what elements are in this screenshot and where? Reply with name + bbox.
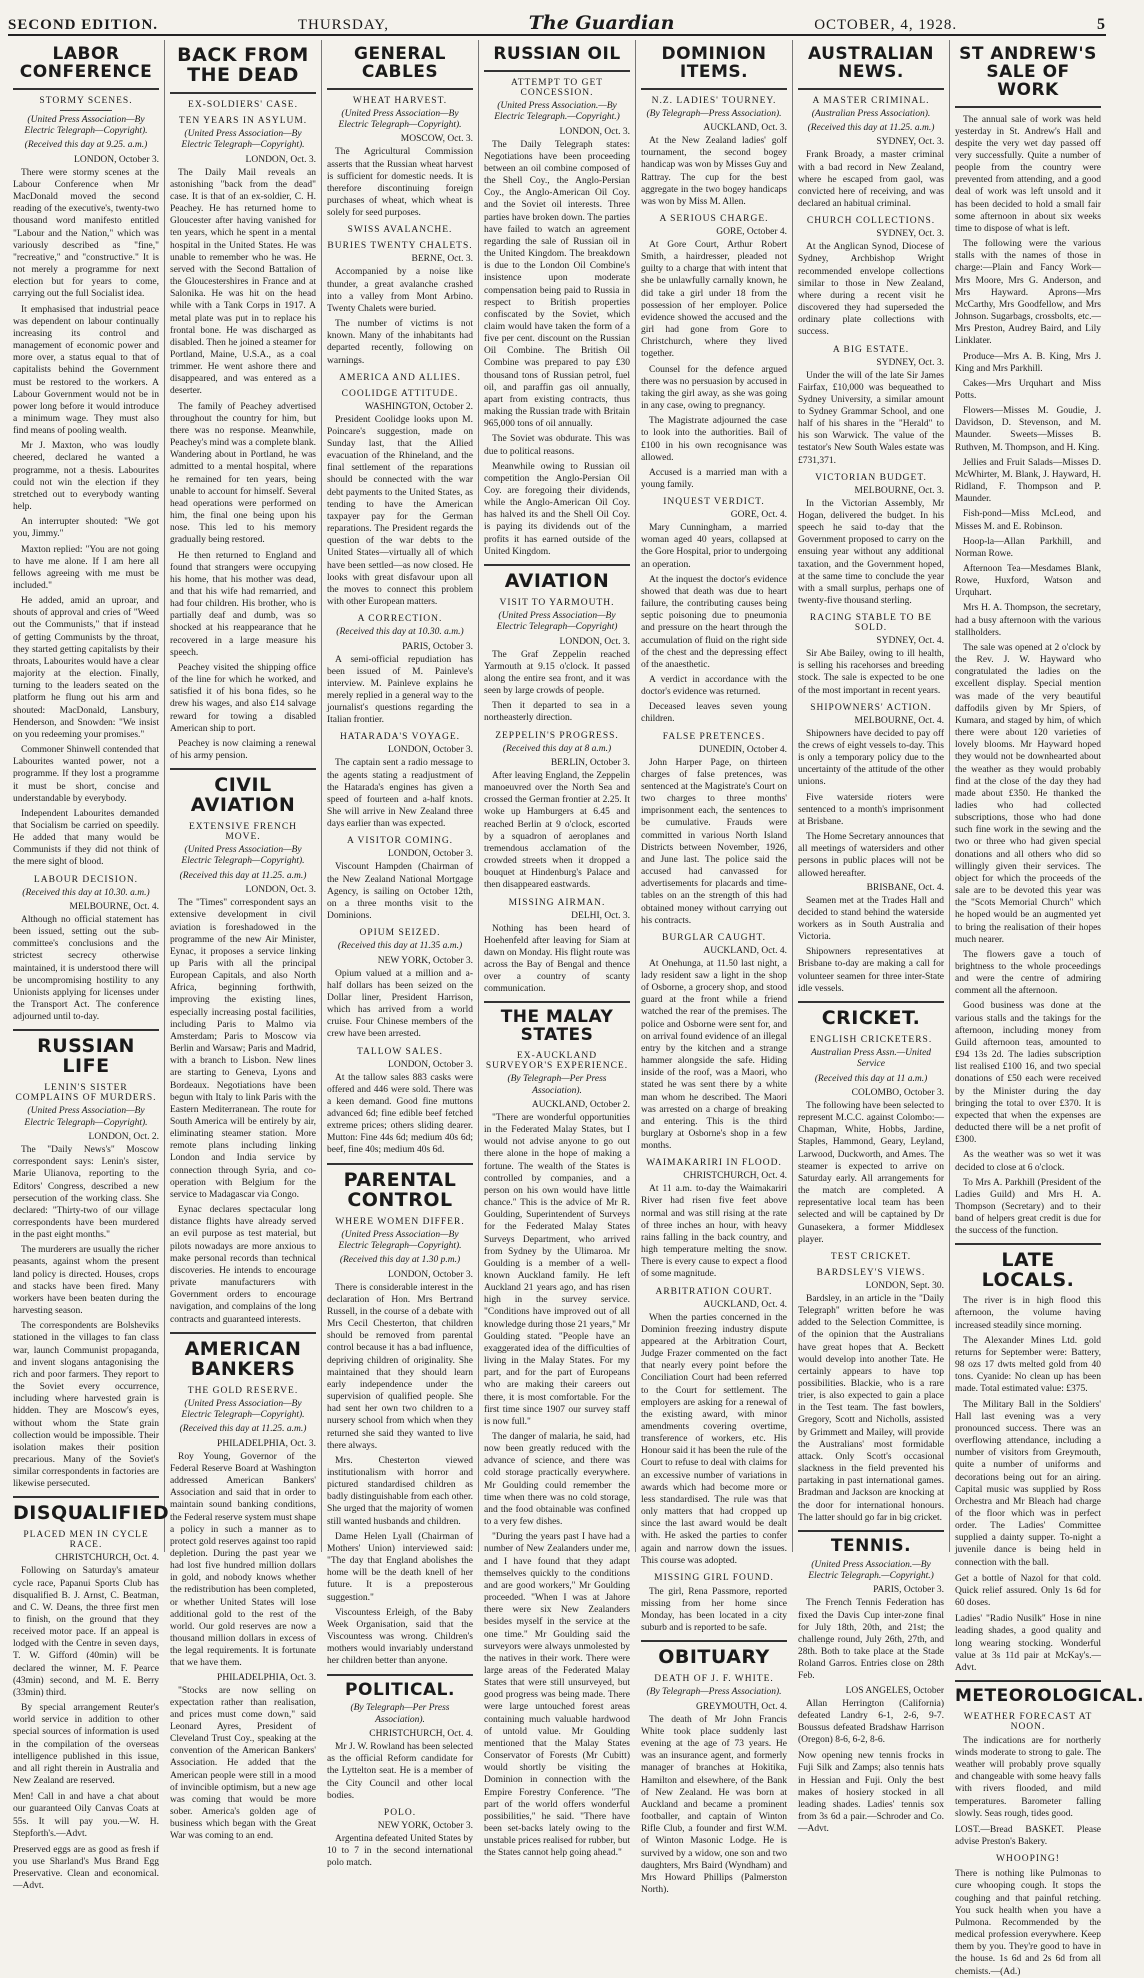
- paragraph: Roy Young, Governor of the Federal Reserve Board at Washington addressed American Bankers' Association and said that in order to maintain sound banking conditions, the Federal reserve system must shape a policy in such a manner as to protect gold reserves against too rapid depletion. During the past year we had lost five hundred million dollars in gold, and nobody knows whether the redistribution has been completed, or whether United States will lose additional gold to the rest of the world. Our gold reserves are now a thousand million dollars in excess of the legal requirements. It is fortunate that we have them.: [170, 1451, 316, 1669]
- paragraph: Under the will of the late Sir James Fairfax, £10,000 was bequeathed to Sydney University, a similar amount to Sydney Grammar School, and one half of his shares in the "Herald" to his son Warwick. The value of the testator's New South Wales estate was £731,371.: [798, 370, 944, 466]
- dateline: SYDNEY, Oct. 3.: [876, 137, 944, 148]
- subheading: BURIES TWENTY CHALETS.: [327, 241, 473, 252]
- column-5: [636, 40, 793, 1895]
- edition-label: SECOND EDITION.: [8, 17, 159, 33]
- credit-line: (United Press Association—By Electric Telegraph—Copyright).: [338, 1229, 462, 1251]
- subheading: N.Z. LADIES' TOURNEY.: [651, 95, 777, 106]
- dateline: MELBOURNE, Oct. 4.: [69, 902, 159, 912]
- paragraph: The family of Peachey advertised throughout the country for him, but there was no response. Meanwhile, Peachey's mind was a complete blank. Wandering about in Portland, he was admitted to a mental hospital, where he remained for ten years, being unable to account for himself. Several head operations were performed on him, the final one being upon his nose. This led to his memory gradually being restored.: [170, 401, 316, 546]
- advertisement: Now opening new tennis frocks in Fuji Silk and Zamps; also tennis hats in Hessian and Fuji. Only the best makes of hosiery stocked in all leading shades. Ladies' tennis sox from 3s 6d a pair.—Schroder and Co.—Advt.: [798, 1751, 944, 1835]
- dateline: LONDON, October 3.: [388, 849, 473, 860]
- credit-line: (United Press Association—By Electric Telegraph—Copyright).: [338, 108, 462, 131]
- dateline: MOSCOW, Oct. 3.: [400, 134, 473, 145]
- paragraph: When the parties concerned in the Dominion freezing industry dispute appeared at the Arbitration Court, Judge Frazer commented on the fact that nearly every point before the Conciliation Court had been referred to the Court for settlement. The employers are asking for a renewal of the existing award, with minor amendments covering overtime, transference of workers, etc. His Honour said it has been the rule of the Court to refuse to deal with claims for an excessive number of variations in awards which had become more or less standardised. The rule was that only matters that had cropped up since the last award would be dealt with. He asked the parties to confer again and narrow down the issues. This course was adopted.: [641, 1312, 787, 1566]
- paragraph: Sir Abe Bailey, owing to ill health, is selling his racehorses and breeding stock. The sale is expected to be one of the most important in recent years.: [798, 649, 944, 696]
- paragraph: Following on Saturday's amateur cycle race, Papanui Sports Club has disqualified B. J. Arnst, C. Beatman, and C. W. Deans, the three first men to finish, on the ground that they received motor pace. If an appeal is lodged with the Centre in seven days, T. W. Gifford (40min) will be declared the winner, M. F. Pearce (43min) second, and M. E. Berry (33min) third.: [13, 1566, 159, 1698]
- dateline: BRISBANE, Oct. 4.: [866, 882, 944, 893]
- received-line: (Received this day at 10.30. a.m.): [336, 627, 464, 638]
- dateline: DUNEDIN, October 4.: [698, 744, 787, 755]
- subheading: LABOUR DECISION.: [33, 874, 139, 885]
- masthead: [8, 6, 1106, 36]
- dateline: GORE, Oct. 4.: [730, 510, 787, 521]
- credit-line: (United Press Association.—By Electric Telegraph.—Copyright.): [808, 1559, 934, 1582]
- headline: CIVIL AVIATION: [190, 774, 296, 817]
- column-3: [322, 40, 479, 1869]
- paragraph: The murderers are usually the richer peasants, against whom the present land policy is directed. Houses, crops and stacks have been fired. Many workers have been beaten during the harvesting season.: [13, 1245, 159, 1317]
- paragraph: The "Daily News's" Moscow correspondent says: Lenin's sister, Marie Ulianova, reporting to the Editors' Congress, described a new persecution of the working class. She declared: "Thirty-two of our village correspondents have been murdered in the past eight months.": [13, 1145, 159, 1241]
- credit-line: (United Press Association—By Electric Telegraph—Copyright).: [24, 1106, 148, 1128]
- paragraph: Fish-pond—Miss McLeod, and Misses M. and E. Robinson.: [955, 509, 1101, 532]
- paragraph: Five waterside rioters were sentenced to a month's imprisonment at Brisbane.: [798, 792, 944, 827]
- paragraph: He then returned to England and found that strangers were occupying his home, that his mother was dead, and that his wife had remarried, and had four children. His brother, who is partially deaf and dumb, was so shocked at his reappearance that he recovered in a large measure his speech.: [170, 550, 316, 658]
- received-line: (Received this day at 11.35 a.m.): [337, 941, 463, 952]
- date-label: OCTOBER, 4, 1928.: [814, 17, 958, 33]
- paragraph: Viscount Hampden (Chairman of the New Zealand National Mortgage Agency, is sailing on October 12th, on a three months visit to the Dominions.: [327, 862, 473, 922]
- paragraph: The sale was opened at 2 o'clock by the Rev. J. W. Hayward who congratulated the ladies on the excellent display. Special mention was made of the very beautiful daffodils given by Mr Spiers, of Kumara, and staged by him, of which there were about 120 varieties of lovely blooms. Mr Hayward hoped they would not be downhearted about the weather as they would probably find at the close of the day they had made about £350. He thanked the ladies who had collected subscriptions, those who had done such fine work in the sewing and the two or three who had given special donations and all others who did so willingly given their services. The object for which the proceeds of the sale are to be devoted this year was the "Scots Memorial Church" which he hoped would be an augmented yet to bring the realisation of their hopes much nearer.: [955, 642, 1101, 945]
- subheading: TALLOW SALES.: [357, 1046, 443, 1057]
- subheading: COOLIDGE ATTITUDE.: [341, 388, 459, 399]
- subheading: WAIMAKARIRI IN FLOOD.: [646, 1158, 782, 1169]
- dateline: CHRISTCHURCH, Oct. 4.: [369, 1729, 473, 1740]
- paragraph: The "Times" correspondent says an extensive development in civil aviation is foreshadowed in the programme of the new Air Minister, Eynac, it proposes a service linking up Paris with all the principal European Capitals, and also North Africa, beginning forthwith, improving the existing lines, especially increasing postal facilities, including Paris to Malmo via Amsterdam; Paris to Moscow via Berlin and Warsaw; Paris and Madrid, with a branch to Lisbon. New lines are starting to Geneva, Lyons and Bordeaux. Negotiations have been begun with Italy to link Paris with the Eastern Mediterranean. The route for South America will be entirely by air, eliminating steamer station. More remote plans including linking London and India service by connection through Syria, and co-operation with Belgium for the service to Madagascar via Congo.: [170, 898, 316, 1200]
- paragraph: The Soviet was obdurate. This was due to political reasons.: [484, 434, 630, 457]
- paragraph: The number of victims is not known. Many of the inhabitants had departed recently, following on warnings.: [327, 319, 473, 366]
- subheading: EX-SOLDIERS' CASE.: [188, 99, 298, 110]
- dateline: BERNE, Oct. 3.: [411, 254, 473, 265]
- paragraph: Viscountess Erleigh, of the Baby Week Organisation, said that the Viscountess was wrong. Children's mothers would invariably understand her children better than anyone.: [327, 1607, 473, 1667]
- paragraph: The indications are for northerly winds moderate to strong to gale. The weather will probably prove squally and changeable with some heavy falls with rivers flooded, and mild temperatures. Barometer falling slowly. Seas rough, tides good.: [955, 1735, 1101, 1819]
- paragraph: The death of Mr John Francis White took place suddenly last evening at the age of 73 years. He was an insurance agent, and formerly manager of branches at Hokitika, Hamilton and elsewhere, of the Bank of New Zealand. He was born at Auckland and became a prominent footballer, and captain of Winton Rifle Club, a founder and first W.M. of Winton Masonic Lodge. He is survived by a widow, one son and two daughters, Mrs Baird (Wyndham) and Mrs Howard Phillips (Palmerston North).: [641, 1714, 787, 1895]
- dateline: COLOMBO, October 3.: [851, 1088, 944, 1099]
- advertisement: Get a bottle of Nazol for that cold. Quick relief assured. Only 1s 6d for 60 doses.: [955, 1573, 1101, 1609]
- credit-line: (United Press Association—By Electric Telegraph—Copyright).: [181, 1398, 305, 1420]
- paragraph: The Alexander Mines Ltd. gold returns for September were: Battery, 98 ozs 17 dwts melted gold from 40 tons. Cyanide: No clean up has been made. Total estimated value: £375.: [955, 1335, 1101, 1395]
- paragraph: Peachey is now claiming a renewal of his army pension.: [170, 738, 316, 761]
- paragraph: The Military Ball in the Soldiers' Hall last evening was a very pronounced success. There was an overflowing attendance, including a number of visitors from Greymouth, quite a number of uniforms and decorations being out for an airing. Capital music was supplied by Ross Orchestra and Mr Bleach had charge of the floor which was in perfect order. The Ladies' Committee supplied a dainty supper. To-night a juvenile dance is being held in connection with the ball.: [955, 1399, 1101, 1568]
- paragraph: As the weather was so wet it was decided to close at 6 o'clock.: [955, 1150, 1101, 1173]
- paragraph: Meanwhile owing to Russian oil competition the Anglo-Persian Oil Coy. are foregoing their dividends, while the Anglo-American Oil Coy. has halved its and the Shell Oil Coy. is paying its dividends out of the profits it has earned outside of the United Kingdom.: [484, 461, 630, 557]
- credit-line: (United Press Association—By Electric Telegraph—Copyright).: [24, 114, 148, 137]
- paragraph: Although no official statement has been issued, setting out the sub-committee's conclusions and the strictest secrecy otherwise maintained, it is understood there will be uncompromising hostility to any Unionists applying for licenses under the Transport Act. The conference adjourned until to-day.: [13, 915, 159, 1023]
- paragraph: A verdict in accordance with the doctor's evidence was returned.: [641, 675, 787, 698]
- headline: AMERICAN BANKERS: [184, 1337, 302, 1380]
- paragraph: The Daily Telegraph states: Negotiations have been proceeding between an oil combine composed of the Shell Coy., the Anglo-Persian Coy., the Anglo-American Oil Coy. and the Soviet oil interests. Three parties have broken down. The parties have failed to watch an agreement regarding the sale of Russian oil in the United Kingdom. The breakdown is due to the London Oil Combine's insistence upon moderate compensation being paid to Russia in respect to British properties confiscated by the Soviet, which claim would have taken the form of a five per cent. discount on the Russian Oil Combine. The British Oil Combine was prepared to pay £30 thousand tons of Russian petrol, fuel oil, and paraffin gas oil annually, apart from existing contracts, thus making the Russian trade with Britain 965,000 tons of oil annually.: [484, 139, 630, 430]
- headline: AUSTRALIAN NEWS.: [807, 44, 935, 82]
- paragraph: By special arrangement Reuter's world service in addition to other special sources of information is used in the compilation of the overseas intelligence published in this issue, and all right therein in Australia and New Zealand are reserved.: [13, 1703, 159, 1787]
- advertisement: Men! Call in and have a chat about our guaranteed Oily Canvas Coats at 55s. It will pay you.—W. H. Stepforth's.—Advt.: [13, 1792, 159, 1839]
- advertisement: LOST.—Bread BASKET. Please advise Preston's Bakery.: [955, 1824, 1101, 1848]
- paragraph: The river is in high flood this afternoon, the volume having increased steadily since morning.: [955, 1296, 1101, 1331]
- paragraph: He added, amid an uproar, and shouts of approval and cries of "Weed out the Communists," that if instead of getting Communists by the throat, they started getting capitalists by their throats, Labourites would have a clear majority at the election. Finally, turning to the leaders seated on the platform he flung out his arm and shouted: MacDonald, Lansbury, Henderson, and Snowden: "We insist on you redeeming your promises.": [13, 596, 159, 740]
- credit-line: Australian Press Assn.—United Service: [810, 1047, 932, 1070]
- paragraph: Deceased leaves seven young children.: [641, 702, 787, 725]
- subheading: A SERIOUS CHARGE.: [659, 214, 769, 225]
- paragraph: The following were the various stalls with the names of those in charge:—Plain and Fancy Work—Mrs Moore, Mrs G. Anderson, and Mrs Hayward. Aprons—Mrs McCarthy, Mrs Goodfellow, and Mrs Johnson. Sugarbags, crossbolts, etc.—Mrs Preston, Audrey Baird, and Lily Linklater.: [955, 239, 1101, 347]
- advertisement: Ladies' "Radio Nusilk" Hose in nine leading shades, a good quality and long wearing stocking. Wonderful value at 3s 11d pair at McKay's.—Advt.: [955, 1614, 1101, 1673]
- dateline: DELHI, Oct. 3.: [571, 910, 630, 921]
- paragraph: The correspondents are Bolsheviks stationed in the villages to fan class war, launch Communist propaganda, and invent slogans antagonising the rich and poor farmers. They report to the Soviet every occurrence, including where harvested grain is hidden. They are Moscow's eyes, without whom the State grain collection would be impossible. Their isolation makes their position precarious. Many of the Soviet's similar correspondents in factories are likewise persecuted.: [13, 1321, 159, 1490]
- paragraph: A semi-official repudiation has been issued of M. Painleve's interview. M. Painleve explains he merely replied in a general way to the journalist's questions regarding the Italian frontier.: [327, 654, 473, 726]
- subheading: VISIT TO YARMOUTH.: [499, 597, 615, 608]
- dateline: PARIS, October 3.: [873, 1585, 944, 1596]
- paragraph: Bardsley, in an article in the "Daily Telegraph" written before he was added to the Selection Committee, is of the opinion that the Australians have great hopes that A. Beckett would develop into another Tate. He certainly appears to have top possibilities. Blackie, who is a rare trier, is also expected to gain a place in the Test team. The fast bowlers, Gregory, Scott and Nicholls, assisted by Grimmett and Mailey, will provide the Australians' most formidable attack. Only Scott's occasional slackness in the field prevented his partaking in past international games. Bradman and Jackson are knocking at the door for international honours. The latter should go far in big cricket.: [798, 1293, 944, 1523]
- headline: OBITUARY: [658, 1646, 770, 1669]
- credit-line: (United Press Association—By Electric Telegraph—Copyright).: [181, 128, 305, 151]
- subheading: A MASTER CRIMINAL.: [812, 95, 930, 106]
- paragraph: At the inquest the doctor's evidence showed that death was due to heart failure, the contributing causes being septic poisoning due to pneumonia and pressure on the heart through the accumulation of fluid on the right side of the chest and the depressing effect of the anaesthetic.: [641, 574, 787, 670]
- dateline: SYDNEY, Oct. 4.: [876, 636, 944, 647]
- paragraph: Shipowners have decided to pay off the crews of eight vessels to-day. This is only a temporary policy due to the uncertainty of the attitude of the other unions.: [798, 728, 944, 788]
- credit-line: (United Press Association.—By Electric Telegraph.—Copyright.): [494, 100, 620, 123]
- dateline: WASHINGTON, October 2.: [364, 401, 473, 412]
- dateline: PARIS, October 3.: [402, 641, 473, 652]
- received-line: (Received this day at 11.25. a.m.): [179, 870, 307, 881]
- dateline: LOS ANGELES, October: [845, 1685, 944, 1696]
- received-line: (Received this day at 10.30. a.m.): [22, 887, 150, 898]
- paper-title: The Guardian: [528, 12, 675, 34]
- received-line: (Received this day at 9.25. a.m.): [24, 140, 148, 151]
- subheading: ARBITRATION COURT.: [655, 1286, 773, 1297]
- received-line: (Received this day at 11.25. a.m.): [807, 123, 935, 134]
- paragraph: Nothing has been heard of Hoehenfeld after leaving for Siam at dawn on Monday. His flight route was across the Bay of Bengal and thence over a country of scanty communication.: [484, 923, 630, 995]
- column-2: [165, 40, 322, 1842]
- paragraph: Maxton replied: "You are not going to have me alone. If I am here all fellows agreeing with me must be included.": [13, 544, 159, 592]
- paragraph: "There are wonderful opportunities in the Federated Malay States, but I would not advise anyone to go out there alone in the hope of making a fortune. The wealth of the States is controlled by companies, and a person on his own would have little chance." This is the advice of Mr R. Goulding, Superintendent of Surveys for the Federated Malay States Surveys Department, who arrived from Sydney by the Ulimaroa. Mr Goulding is a member of a well-known Auckland family. He left Auckland 21 years ago, and has risen high in the survey service. "Conditions have improved out of all knowledge during those 21 years," Mr Goulding stated. "People have an exaggerated idea of the difficulties of living in the Malay States. For my part, and for the part of Europeans who are making their careers out there, it is most comfortable. For the first time since 1907 our survey staff is now full.": [484, 1112, 630, 1427]
- paragraph: John Harper Page, on thirteen charges of false pretences, was sentenced at the Magistrate's Court on two charges to three months' imprisonment each, the sentences to be cumulative. Frauds were committed in various North Island Districts between November, 1926, and June last. The police said the accused had canvassed for advertisements for placards and time-tables on an the strength of this had obtained money without carrying out his contracts.: [641, 757, 787, 926]
- paragraph: Dame Helen Lyall (Chairman of Mothers' Union) interviewed said: "The day that England abolishes the home will be the death knell of her future. It is a preposterous suggestion.": [327, 1531, 473, 1603]
- paragraph: Good business was done at the various stalls and the takings for the afternoon, including money from Guild afternoon teas, amounted to £94 13s 2d. The ladies subscription list realised £100 16, and two special donations of £50 each were received by the Minister during the day bringing the total to over £370. It is expected that when the expenses are deducted there will be a net profit of £300.: [955, 1001, 1101, 1146]
- subheading: ENGLISH CRICKETERS.: [809, 1034, 933, 1045]
- dateline: LONDON, October 3.: [388, 745, 473, 756]
- dateline: PHILADELPHIA, Oct. 3.: [217, 1438, 316, 1449]
- dateline: AUCKLAND, Oct. 4.: [703, 945, 787, 956]
- page-number: 5: [1096, 16, 1106, 33]
- subheading: INQUEST VERDICT.: [663, 497, 765, 508]
- paragraph: Mrs H. A. Thompson, the secretary, had a busy afternoon with the various stallholders.: [955, 603, 1101, 638]
- paragraph: Accused is a married man with a young family.: [641, 467, 787, 490]
- headline: BACK FROM THE DEAD: [177, 44, 309, 86]
- dateline: LONDON, Oct. 3.: [559, 636, 630, 647]
- subheading: A CORRECTION.: [357, 614, 443, 625]
- paragraph: Mrs. Chesterton viewed institutionalism with horror and pictured standardised children as badly distinguishable from each other. She urged that the majority of women still wanted husbands and children.: [327, 1455, 473, 1527]
- paragraph: At 11 a.m. to-day the Waimakariri River had risen five feet above normal and was still rising at the rate of three inches an hour, with heavy rains falling in the back country, and high temperature melting the snow. There is every cause to expect a flood of some magnitude.: [641, 1184, 787, 1280]
- paragraph: Afternoon Tea—Mesdames Blank, Rowe, Huxford, Watson and Urquhart.: [955, 564, 1101, 599]
- paragraph: There were stormy scenes at the Labour Conference when Mr MacDonald moved the second reading of the executive's, twenty-two thousand word manifesto entitled "Labour and the Nation," which was variously described as "fine," "recreative," and "constructive." It is not merely a programme for next election but for years to come, carrying out the full Socialist idea.: [13, 167, 159, 300]
- headline: RUSSIAN LIFE: [37, 1035, 135, 1078]
- subheading: A VISITOR COMING.: [346, 836, 454, 847]
- headline: LABOR CONFERENCE: [19, 44, 153, 82]
- subheading: AMERICA AND ALLIES.: [339, 372, 461, 383]
- dateline: AUCKLAND, October 2.: [531, 1099, 630, 1110]
- credit-line: (Australian Press Association).: [811, 108, 931, 119]
- paragraph: Argentina defeated United States by 10 to 7 in the second international polo match.: [327, 1833, 473, 1869]
- subheading: BURGLAR CAUGHT.: [661, 932, 767, 943]
- column-6: [793, 40, 950, 1835]
- subheading: OPIUM SEIZED.: [359, 928, 441, 939]
- subheading: MISSING GIRL FOUND.: [654, 1572, 774, 1583]
- paragraph: In the Victorian Assembly, Mr Hogan, delivered the budget. In his speech he said to-day that the Government proposed to carry on the ensuing year without any additional taxation, and the Government hoped, at the same time to conclude the year with a small surplus, perhaps one of twenty-five thousand sterling.: [798, 498, 944, 606]
- subheading: TEST CRICKET.: [830, 1251, 912, 1262]
- paragraph: Accompanied by a noise like thunder, a great avalanche crashed into a valley from Mont Arbino. Twenty Chalets were buried.: [327, 267, 473, 314]
- paragraph: At Onehunga, at 11.50 last night, a lady resident saw a light in the shop of Osborne, a grocery shop, and stood guard at the front while a friend watched the rear of the premises. The police and Osborne were sent for, and on arrival found evidence of an illegal entry by the kitchen and a strange hammer alongside the safe. Hiding inside of the roof, was a Maori, who stated he was sent there by a white man whom he described. The Maori was arrested on a charge of breaking and entering. This is the third burglary at Osborne's shop in a few months.: [641, 958, 787, 1152]
- dateline: AUCKLAND, Oct. 4.: [703, 1299, 787, 1310]
- paragraph: The Graf Zeppelin reached Yarmouth at 9.15 o'clock. It passed along the entire sea front, and it was seen by large crowds of people.: [484, 649, 630, 697]
- subheading: CHURCH COLLECTIONS.: [806, 216, 936, 227]
- dateline: LONDON, October 3.: [388, 1269, 473, 1280]
- dateline: GORE, October 4.: [716, 227, 787, 238]
- paragraph: Mr J. Maxton, who was loudly cheered, declared he wanted a programme, not a thesis. Labourites could not win the election if they stretched out to everybody wanting help.: [13, 441, 159, 513]
- subheading: BARDSLEY'S VIEWS.: [816, 1267, 926, 1278]
- paragraph: Shipowners representatives at Brisbane to-day are making a call for volunteer seamen for three inter-State idle vessels.: [798, 947, 944, 994]
- subheading: HATARADA'S VOYAGE.: [339, 732, 461, 743]
- paragraph: Mary Cunningham, a married woman aged 40 years, collapsed at the Gore Hospital, prior to undergoing an operation.: [641, 523, 787, 570]
- subheading: PLACED MEN IN CYCLE RACE.: [23, 1530, 149, 1551]
- headline: DISQUALIFIED: [13, 1502, 170, 1525]
- dateline: MELBOURNE, Oct. 3.: [854, 485, 944, 496]
- dateline: GREYMOUTH, Oct. 4.: [695, 1701, 787, 1712]
- dateline: LONDON, Oct. 3.: [245, 885, 316, 896]
- subheading: FALSE PRETENCES.: [662, 731, 766, 742]
- dateline: LONDON, Oct. 2.: [88, 1132, 159, 1143]
- paragraph: Then it departed to sea in a northeasterly direction.: [484, 701, 630, 724]
- paragraph: Eynac declares spectacular long distance flights have already served an evil purpose as test material, but pilots nowadays are more anxious to make personal records than technical discoveries. He intends to encourage private manufacturers with Government orders to encourage navigation, and complains of the long contracts and guaranteed interests.: [170, 1205, 316, 1325]
- headline: PARENTAL CONTROL: [343, 1168, 457, 1211]
- paragraph: "During the years past I have had a number of New Zealanders under me, and I have found that they adapt themselves quickly to the conditions and are good workers," Mr Goulding proceeded. "When I was at Jahore there were six New Zealanders besides myself in the service at the one time." Mr Goulding said the surveyors were always unmolested by the natives in their work. There were large areas of the Federated Malay States that were still unsurveyed, but good progress was being made. There were large untouched forest areas containing much valuable hardwood of untold value. Mr Goulding mentioned that the Malay States Conservator of Forests (Mr Cubitt) would shortly be visiting the Dominion in connection with the Empire Forestry Conference. "The part of the world offers wonderful possibilities," he said. "There have been set-backs lately owing to the unstable prices realised for rubber, but the States cannot help going ahead.": [484, 1532, 630, 1859]
- credit-line: (By Telegraph—Press Association).: [646, 108, 782, 119]
- paragraph: Seamen met at the Trades Hall and decided to stand behind the waterside workers as in South Australia and Victoria.: [798, 895, 944, 943]
- paragraph: The annual sale of work was held yesterday in St. Andrew's Hall and despite the very wet day passed off very successfully. Quite a number of people from the country were prevented from attending, and a good deal of work was left unsold and it has been decided to hold a small fair some afternoon in about six weeks time to dispose of what is left.: [955, 114, 1101, 234]
- column-1: [8, 40, 170, 1892]
- paragraph: "Stocks are now selling on expectation rather than realisation, and prices must come down," said Leonard Ayres, President of Cleveland Trust Coy., speaking at the convention of the American Bankers' Association. He added that the American people were still in a mood of invincible optimism, but a new age was coming that would be more sober. America's golden age of business which began with the Great War was coming to an end.: [170, 1685, 316, 1842]
- paragraph: Frank Broady, a master criminal with a bad record in New Zealand, where he escaped from gaol, was convicted here of receiving, and was declared an habitual criminal.: [798, 150, 944, 210]
- paragraph: Commoner Shinwell contended that Labourites wanted power, not a programme. If they lost a programme it must be short, concise and understandable by everybody.: [13, 745, 159, 804]
- dateline: PHILADELPHIA, Oct. 3.: [217, 1672, 316, 1683]
- subheading: SHIPOWNERS' ACTION.: [810, 702, 932, 713]
- paragraph: To Mrs A. Parkhill (President of the Ladies Guild) and Mrs H. A. Thompson (Secretary) and to their band of helpers great credit is due for the success of the function.: [955, 1177, 1101, 1237]
- paragraph: The French Tennis Federation has fixed the Davis Cup inter-zone final for July 18th, 20th, and 21st; the challenge round, July 26th, 27th, and 28th. Both to take place at the Stade Roland Garros. Entries close on 28th Feb.: [798, 1598, 944, 1682]
- credit-line: (United Press Association—By Electric Telegraph—Copyright): [496, 610, 618, 633]
- received-line: (Received this day at 1.30 p.m.): [339, 1255, 461, 1266]
- dateline: LONDON, October 3.: [388, 1059, 473, 1070]
- subheading: EX-AUCKLAND SURVEYOR'S EXPERIENCE.: [485, 1051, 629, 1072]
- day-label: THURSDAY,: [297, 17, 389, 33]
- subheading: VICTORIAN BUDGET.: [815, 472, 927, 483]
- dateline: CHRISTCHURCH, Oct. 4.: [683, 1171, 787, 1182]
- paragraph: The danger of malaria, he said, had now been greatly reduced with the advance of science, and there was cold storage practically everywhere. Mr Goulding could remember the time when there was no cold storage, and the food obtainable was confined to a very few dishes.: [484, 1432, 630, 1528]
- paragraph: At the Anglican Synod, Diocese of Sydney, Archbishop Wright recommended envelope collections similar to those in New Zealand, where during a recent visit he discovered they had superseded the ordinary plate collections with success.: [798, 242, 944, 338]
- paragraph: It emphasised that industrial peace was dependent on labour continually increasing its control and management of economic power and more over, a status equal to that of capitalists behind the Government must be restored to the workers. A Labour Government would not be in power long before it would introduce a minimum wage. They must also find means of pooling wealth.: [13, 304, 159, 437]
- column-7: [950, 40, 1144, 1977]
- subheading: WHERE WOMEN DIFFER.: [335, 1216, 465, 1227]
- subheading: ATTEMPT TO GET CONCESSION.: [510, 77, 604, 98]
- paragraph: Opium valued at a million and a-half dollars has been seized on the Dollar liner, President Harrison, which has arrived from a world cruise. Four Chinese members of the crew have been arrested.: [327, 968, 473, 1040]
- paragraph: There is considerable interest in the declaration of Hon. Mrs Bertrand Russell, in the course of a debate with Mrs Cecil Chesterton, that children should be removed from parental control because it has a bad influence, depriving children of originality. She maintained that they should learn early independence under the supervision of qualified people. She had sent her own two children to a nursery school from which when they returned she said they wanted to live there always.: [327, 1282, 473, 1451]
- dateline: LONDON, Oct. 3.: [245, 154, 316, 165]
- subheading: SWISS AVALANCHE.: [347, 225, 453, 236]
- subheading: RACING STABLE TO BE SOLD.: [809, 613, 933, 634]
- subheading: THE GOLD RESERVE.: [187, 1385, 299, 1396]
- paragraph: The flowers gave a touch of brightness to the whole proceedings and were the centre of admiring comment all the afternoon.: [955, 949, 1101, 997]
- credit-line: (By Telegraph—Press Association).: [646, 1687, 782, 1698]
- advertisement: There is nothing like Pulmonas to cure whooping cough. It stops the coughing and that painful retching. You suck health when you have a Pulmona. Recommended by the medical profession everywhere. Keep them by you. They're good to have in the house. 1s 6d and 2s 6d from all chemists.—(Ad.): [955, 1869, 1101, 1977]
- paragraph: Independent Labourites demanded that Socialism be carried on speedily. He added that many would be Communists if they did not think of the mere sight of blood.: [13, 808, 159, 868]
- headline: RUSSIAN OIL: [493, 44, 621, 64]
- subheading: TEN YEARS IN ASYLUM.: [178, 115, 308, 126]
- credit-line: (By Telegraph—Per Press Association).: [350, 1703, 450, 1725]
- subheading: POLO.: [383, 1807, 417, 1818]
- paragraph: Mr J. W. Rowland has been selected as the official Reform candidate for the Lyttelton seat. He is a member of the City Council and other local bodies.: [327, 1742, 473, 1801]
- headline: THE MALAY STATES: [500, 1007, 614, 1046]
- dateline: LONDON, Sept. 30.: [865, 1280, 944, 1291]
- subheading: ZEPPELIN'S PROGRESS.: [495, 730, 619, 741]
- paragraph: At Gore Court, Arthur Robert Smith, a hairdresser, pleaded not guilty to a charge that with intent that she be unlawfully carnally known, he did take a girl under 18 from the possession of her employer. Police evidence showed the accused and the girl had gone from Gore to Christchurch, where they lived together.: [641, 240, 787, 360]
- paragraph: After leaving England, the Zeppelin manoeuvred over the North Sea and crossed the German frontier at 2.25. It woke up Hamburgers at 6.45 and reached Berlin at 9 o'clock, escorted by a squadron of aeroplanes and tremendous acclamation of the crowded streets when it dropped a bouquet at Hindenburg's Palace and then disappeared eastwards.: [484, 770, 630, 891]
- paragraph: Cakes—Mrs Urquhart and Miss Potts.: [955, 378, 1101, 401]
- paragraph: The Magistrate adjourned the case to look into the authorities. Bail of £100 in his own recognisance was allowed.: [641, 416, 787, 463]
- paragraph: The girl, Rena Passmore, reported missing from her home since Monday, has been located in a city suburb and is reported to be safe.: [641, 1586, 787, 1634]
- subheading: WHEAT HARVEST.: [352, 95, 448, 106]
- paragraph: Allan Herrington (California) defeated Landry 6-1, 2-6, 9-7. Boussus defeated Bradshaw Harrison (Oregon) 8-6, 6-2, 8-6.: [798, 1698, 944, 1746]
- received-line: (Received this day at 8 a.m.): [502, 743, 612, 754]
- paragraph: Flowers—Misses M. Goudie, J. Davidson, D. Stevenson, and M. Maunder. Sweets—Misses B. Ruthven, M. Thompson, and H. King.: [955, 406, 1101, 453]
- headline: LATE LOCALS.: [981, 1249, 1075, 1292]
- column-4: [479, 40, 636, 1859]
- received-line: (Received this day at 11.25. a.m.): [179, 1424, 307, 1435]
- subheading: STORMY SCENES.: [39, 95, 133, 106]
- subheading: WEATHER FORECAST AT NOON.: [963, 1711, 1093, 1732]
- headline: METEOROLOGICAL.: [955, 1686, 1144, 1706]
- dateline: BERLIN, October 3.: [550, 757, 630, 768]
- subheading: MISSING AIRMAN.: [508, 897, 606, 908]
- paragraph: The following have been selected to represent M.C.C. against Colombo:—Chapman, White, Hobbs, Jardine, Staples, Hammond, Geary, Leyland, Larwood, Duckworth, and Ames. The steamer is expected to arrive on Saturday early. All arrangements for the match are completed. A representative local team has been selected and will be captained by Dr Gunasekera, a former Middlesex player.: [798, 1101, 944, 1245]
- headline: GENERAL CABLES: [354, 44, 446, 82]
- headline: TENNIS.: [830, 1535, 912, 1556]
- dateline: SYDNEY, Oct. 3.: [876, 357, 944, 368]
- dateline: LONDON, October 3.: [74, 154, 159, 165]
- paragraph: Hoop-la—Allan Parkhill, and Norman Rowe.: [955, 536, 1101, 559]
- dateline: NEW YORK, October 3.: [377, 1820, 473, 1831]
- advertisement: Preserved eggs are as good as fresh if you use Sharland's Mus Brand Egg Preservative. Clean and economical.—Advt.: [13, 1844, 159, 1892]
- subheading: LENIN'S SISTER COMPLAINS OF MURDERS.: [15, 1083, 157, 1104]
- headline: AVIATION: [504, 569, 610, 592]
- headline: CRICKET.: [821, 1006, 921, 1029]
- credit-line: (United Press Association—By Electric Telegraph—Copyright).: [181, 845, 305, 867]
- paragraph: The Daily Mail reveals an astonishing "back from the dead" case. It is that of an ex-soldier, C. H. Peachey. He has returned home to Gloucester after having vanished for ten years, which he spent in a mental hospital in the United States. He was unable to remember who he was. He served with the Second Battalion of the Gloucestershires in France and at Salonika. He was hit on the head while with a Tank Corps in 1917. A metal plate was put in to replace his frontal bone. He was discharged as disabled. Then he joined a steamer for Portland, Maine, U.S.A., as a coal trimmer. He went ashore there and disappeared, and was entered as a deserter.: [170, 167, 316, 397]
- dateline: SYDNEY, Oct. 3.: [876, 229, 944, 240]
- paragraph: President Coolidge looks upon M. Poincare's suggestion, made on Sunday last, that the Allied evacuation of the Rhineland, and the final settlement of the reparations should be connected with the war debt payments to the United States, as tending to have the American taxpayer pay for the German reparations. The President regards the question of the war debts to the United States—virtually all of which have been settled—as now closed. He looks with great disfavour upon all the moves to connect this problem with other European matters.: [327, 414, 473, 607]
- paragraph: An interrupter shouted: "We got you, Jimmy.": [13, 517, 159, 540]
- headline: DOMINION ITEMS.: [661, 44, 767, 82]
- paragraph: The Agricultural Commission asserts that the Russian wheat harvest is sufficient for domestic needs. It is therefore discontinuing foreign purchases of wheat, which wheat is solely for seed purposes.: [327, 147, 473, 219]
- dateline: MELBOURNE, Oct. 4.: [854, 715, 944, 726]
- headline: ST ANDREW'S SALE OF WORK: [959, 44, 1097, 100]
- paragraph: Jellies and Fruit Salads—Misses D. McWhirter, M. Blank, J. Hayward, H. Ridland, F. Thompson and P. Maunder.: [955, 457, 1101, 505]
- paragraph: Peachey visited the shipping office of the line for which he worked, and satisfied it of his bona fides, so he drew his wages, and also £14 salvage reward for towing a disabled American ship to port.: [170, 662, 316, 734]
- credit-line: (By Telegraph—Per Press Association).: [507, 1074, 607, 1096]
- subheading: WHOOPING!: [996, 1854, 1060, 1865]
- subheading: EXTENSIVE FRENCH MOVE.: [188, 822, 298, 843]
- subheading: A BIG ESTATE.: [832, 344, 910, 355]
- received-line: (Received this day at 11 a.m.): [814, 1073, 928, 1084]
- paragraph: Counsel for the defence argued there was no persuasion by accused in taking the girl away, as she was going in any case, owing to pregnancy.: [641, 364, 787, 412]
- dateline: LONDON, Oct. 3.: [559, 126, 630, 137]
- paragraph: At the tallow sales 883 casks were offered and 446 were sold. There was a keen demand. Good fine muttons advanced 6d; fine edible beef fetched extreme prices; others sliding dearer. Mutton: Fine 44s 6d; medium 40s 6d; beef, fine 40s; medium 40s 6d.: [327, 1072, 473, 1156]
- dateline: AUCKLAND, Oct. 3.: [703, 123, 787, 134]
- subheading: DEATH OF J. F. WHITE.: [654, 1674, 774, 1685]
- dateline: CHRISTCHURCH, Oct. 4.: [55, 1553, 159, 1564]
- paragraph: The Home Secretary announces that all meetings of watersiders and other persons in public places will not be allowed hereafter.: [798, 832, 944, 879]
- paragraph: Produce—Mrs A. B. King, Mrs J. King and Mrs Parkhill.: [955, 351, 1101, 374]
- dateline: NEW YORK, October 3.: [377, 955, 473, 966]
- headline: POLITICAL.: [345, 1679, 455, 1700]
- paragraph: The captain sent a radio message to the agents stating a readjustment of the Hatarada's engines has given a speed of fourteen and a-half knots. She will arrive in New Zealand three days earlier than was expected.: [327, 758, 473, 830]
- paragraph: At the New Zealand ladies' golf tournament, the second bogey handicap was won by Misses Guy and Rattray. The cup for the best aggregate in the two bogey handicaps was won by Miss M. Allen.: [641, 136, 787, 207]
